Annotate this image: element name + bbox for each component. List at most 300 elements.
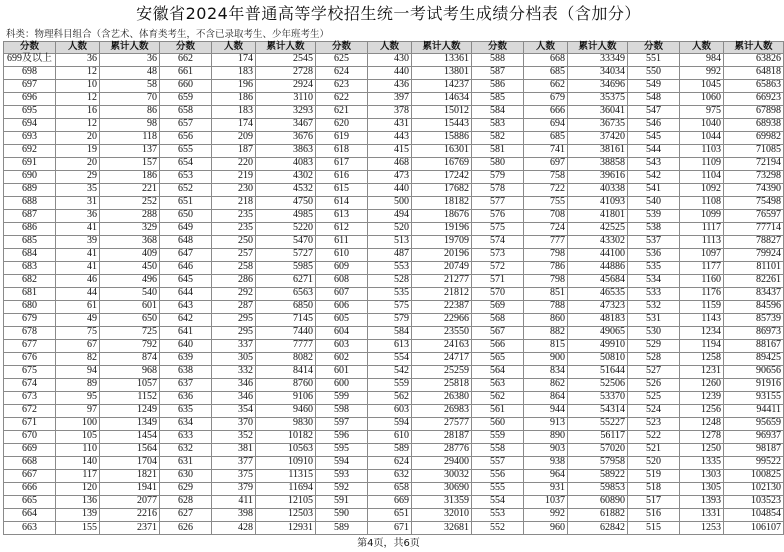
count-cell: 1253: [680, 521, 724, 535]
score-cell: 674: [4, 378, 56, 391]
cumulative-cell: 1249: [100, 404, 160, 417]
count-cell: 95: [56, 391, 100, 404]
score-cell: 560: [472, 417, 524, 430]
count-cell: 1040: [680, 118, 724, 131]
count-cell: 12: [56, 118, 100, 131]
score-cell: 538: [628, 222, 680, 235]
score-cell: 658: [160, 105, 212, 118]
cumulative-cell: 36: [100, 53, 160, 66]
score-cell: 536: [628, 248, 680, 261]
score-cell: 539: [628, 209, 680, 222]
score-cell: 690: [4, 170, 56, 183]
cumulative-cell: 4083: [256, 157, 316, 170]
score-cell: 574: [472, 235, 524, 248]
score-cell: 666: [4, 482, 56, 495]
score-cell: 624: [316, 66, 368, 79]
cumulative-cell: 329: [100, 222, 160, 235]
count-cell: 332: [212, 365, 256, 378]
score-cell: 600: [316, 378, 368, 391]
count-cell: 174: [212, 53, 256, 66]
score-cell: 691: [4, 157, 56, 170]
count-cell: 1160: [680, 274, 724, 287]
table-row: [4, 521, 784, 535]
table-row: [4, 261, 784, 274]
cumulative-cell: 10910: [256, 456, 316, 469]
count-cell: 834: [524, 365, 568, 378]
cumulative-cell: 90656: [724, 365, 784, 378]
cumulative-cell: 62842: [568, 521, 628, 535]
count-cell: 1305: [680, 482, 724, 495]
count-cell: 992: [524, 508, 568, 521]
score-cell: 566: [472, 339, 524, 352]
count-cell: 960: [524, 521, 568, 535]
count-cell: 1108: [680, 196, 724, 209]
page-footer: 第4页，共6页: [357, 538, 420, 549]
table-row: [4, 495, 784, 508]
score-cell: 575: [472, 222, 524, 235]
cumulative-cell: 98187: [724, 443, 784, 456]
count-cell: 346: [212, 391, 256, 404]
score-cell: 547: [628, 105, 680, 118]
cumulative-cell: 2728: [256, 66, 316, 79]
cumulative-cell: 40338: [568, 183, 628, 196]
table-row: [4, 144, 784, 157]
cumulative-cell: 118: [100, 131, 160, 144]
table-row: [4, 209, 784, 222]
cumulative-cell: 8414: [256, 365, 316, 378]
cumulative-cell: 11694: [256, 482, 316, 495]
score-cell: 534: [628, 274, 680, 287]
count-cell: 1260: [680, 378, 724, 391]
score-cell: 639: [160, 352, 212, 365]
cumulative-cell: 409: [100, 248, 160, 261]
cumulative-cell: 19196: [412, 222, 472, 235]
cumulative-cell: 39616: [568, 170, 628, 183]
cumulative-cell: 21277: [412, 274, 472, 287]
cumulative-cell: 8082: [256, 352, 316, 365]
score-cell: 632: [160, 443, 212, 456]
table-row: [4, 235, 784, 248]
count-cell: 1303: [680, 469, 724, 482]
count-cell: 1109: [680, 157, 724, 170]
count-cell: 41: [56, 261, 100, 274]
table-row: [4, 443, 784, 456]
score-cell: 617: [316, 157, 368, 170]
count-cell: 187: [212, 144, 256, 157]
score-cell: 533: [628, 287, 680, 300]
count-cell: 381: [212, 443, 256, 456]
score-cell: 680: [4, 300, 56, 313]
cumulative-cell: 9830: [256, 417, 316, 430]
score-cell: 663: [4, 521, 56, 535]
table-row: [4, 105, 784, 118]
count-cell: 755: [524, 196, 568, 209]
score-cell: 586: [472, 79, 524, 92]
score-cell: 599: [316, 391, 368, 404]
score-cell: 592: [316, 482, 368, 495]
score-cell: 652: [160, 183, 212, 196]
score-cell: 579: [472, 170, 524, 183]
table-row: [4, 508, 784, 521]
cumulative-cell: 221: [100, 183, 160, 196]
score-cell: 556: [472, 469, 524, 482]
score-cell: 544: [628, 144, 680, 157]
score-cell: 523: [628, 417, 680, 430]
cumulative-cell: 68938: [724, 118, 784, 131]
score-cell: 601: [316, 365, 368, 378]
count-cell: 777: [524, 235, 568, 248]
score-cell: 585: [472, 92, 524, 105]
cumulative-cell: 9106: [256, 391, 316, 404]
count-cell: 10: [56, 79, 100, 92]
cumulative-cell: 29400: [412, 456, 472, 469]
cumulative-cell: 81101: [724, 261, 784, 274]
cumulative-cell: 75498: [724, 196, 784, 209]
cumulative-cell: 32010: [412, 508, 472, 521]
count-cell: 1335: [680, 456, 724, 469]
table-header-row: [4, 42, 784, 54]
cumulative-cell: 601: [100, 300, 160, 313]
count-cell: 864: [524, 391, 568, 404]
score-cell: 516: [628, 508, 680, 521]
count-cell: 440: [368, 183, 412, 196]
count-cell: 741: [524, 144, 568, 157]
score-cell: 649: [160, 222, 212, 235]
count-cell: 257: [212, 248, 256, 261]
cumulative-cell: 15443: [412, 118, 472, 131]
count-cell: 49: [56, 313, 100, 326]
score-cell: 595: [316, 443, 368, 456]
cumulative-cell: 74390: [724, 183, 784, 196]
score-cell: 692: [4, 144, 56, 157]
count-cell: 535: [368, 287, 412, 300]
count-cell: 575: [368, 300, 412, 313]
count-cell: 39: [56, 235, 100, 248]
count-header: 人数: [212, 42, 256, 54]
cumulative-cell: 66923: [724, 92, 784, 105]
score-cell: 531: [628, 313, 680, 326]
cumulative-cell: 34696: [568, 79, 628, 92]
cumulative-cell: 8760: [256, 378, 316, 391]
cumulative-cell: 10563: [256, 443, 316, 456]
score-cell: 655: [160, 144, 212, 157]
table-row: [4, 248, 784, 261]
score-cell: 528: [628, 352, 680, 365]
count-cell: 250: [212, 235, 256, 248]
count-cell: 415: [368, 144, 412, 157]
cumulative-cell: 58922: [568, 469, 628, 482]
cumulative-cell: 59853: [568, 482, 628, 495]
score-cell: 667: [4, 469, 56, 482]
count-cell: 603: [368, 404, 412, 417]
cumulative-cell: 61882: [568, 508, 628, 521]
cumulative-cell: 36041: [568, 105, 628, 118]
score-cell: 597: [316, 417, 368, 430]
cumulative-cell: 13801: [412, 66, 472, 79]
score-cell: 590: [316, 508, 368, 521]
cumulative-cell: 104854: [724, 508, 784, 521]
count-cell: 35: [56, 183, 100, 196]
count-cell: 815: [524, 339, 568, 352]
score-cell: 628: [160, 495, 212, 508]
count-cell: 354: [212, 404, 256, 417]
count-cell: 685: [524, 131, 568, 144]
count-cell: 562: [368, 391, 412, 404]
score-header: 分数: [4, 42, 56, 54]
score-cell: 646: [160, 261, 212, 274]
cumulative-cell: 44100: [568, 248, 628, 261]
cumulative-cell: 31359: [412, 495, 472, 508]
score-header: 分数: [160, 42, 212, 54]
cumulative-cell: 157: [100, 157, 160, 170]
count-cell: 651: [368, 508, 412, 521]
count-header: 人数: [56, 42, 100, 54]
count-cell: 788: [524, 300, 568, 313]
score-cell: 532: [628, 300, 680, 313]
cumulative-cell: 50810: [568, 352, 628, 365]
cumulative-cell: 65863: [724, 79, 784, 92]
score-cell: 581: [472, 144, 524, 157]
score-cell: 580: [472, 157, 524, 170]
cumulative-cell: 11315: [256, 469, 316, 482]
score-cell: 553: [472, 508, 524, 521]
score-cell: 537: [628, 235, 680, 248]
count-cell: 36: [56, 53, 100, 66]
score-cell: 640: [160, 339, 212, 352]
cumulative-cell: 26380: [412, 391, 472, 404]
count-cell: 1060: [680, 92, 724, 105]
score-cell: 642: [160, 313, 212, 326]
score-cell: 625: [316, 53, 368, 66]
cumulative-cell: 70: [100, 92, 160, 105]
cumulative-cell: 3467: [256, 118, 316, 131]
count-cell: 882: [524, 326, 568, 339]
score-cell: 559: [472, 430, 524, 443]
cumulative-cell: 103523: [724, 495, 784, 508]
cumulative-cell: 1454: [100, 430, 160, 443]
cumulative-cell: 368: [100, 235, 160, 248]
score-cell: 535: [628, 261, 680, 274]
cumulative-cell: 496: [100, 274, 160, 287]
count-cell: 287: [212, 300, 256, 313]
cumulative-header: 累计人数: [256, 42, 316, 54]
cumulative-cell: 86: [100, 105, 160, 118]
count-cell: 1104: [680, 170, 724, 183]
cumulative-cell: 16769: [412, 157, 472, 170]
table-row: [4, 131, 784, 144]
cumulative-cell: 45684: [568, 274, 628, 287]
score-cell: 594: [316, 456, 368, 469]
cumulative-cell: 16301: [412, 144, 472, 157]
page-title: 安徽省2024年普通高等学校招生统一考试考生成绩分档表（含加分）: [136, 4, 641, 23]
score-cell: 608: [316, 274, 368, 287]
score-cell: 520: [628, 456, 680, 469]
count-cell: 89: [56, 378, 100, 391]
score-cell: 567: [472, 326, 524, 339]
score-cell: 568: [472, 313, 524, 326]
count-cell: 559: [368, 378, 412, 391]
count-cell: 440: [368, 66, 412, 79]
score-cell: 641: [160, 326, 212, 339]
count-cell: 1159: [680, 300, 724, 313]
score-cell: 593: [316, 469, 368, 482]
cumulative-cell: 6563: [256, 287, 316, 300]
cumulative-cell: 38161: [568, 144, 628, 157]
score-cell: 552: [472, 521, 524, 535]
score-cell: 545: [628, 131, 680, 144]
count-cell: 155: [56, 521, 100, 535]
cumulative-cell: 25259: [412, 365, 472, 378]
count-cell: 100: [56, 417, 100, 430]
score-cell: 578: [472, 183, 524, 196]
cumulative-cell: 48183: [568, 313, 628, 326]
count-cell: 1044: [680, 131, 724, 144]
cumulative-cell: 58: [100, 79, 160, 92]
count-cell: 944: [524, 404, 568, 417]
score-cell: 563: [472, 378, 524, 391]
score-cell: 622: [316, 92, 368, 105]
table-row: [4, 430, 784, 443]
count-cell: 964: [524, 469, 568, 482]
cumulative-cell: 3863: [256, 144, 316, 157]
count-cell: 579: [368, 313, 412, 326]
score-cell: 635: [160, 404, 212, 417]
score-cell: 591: [316, 495, 368, 508]
cumulative-cell: 84596: [724, 300, 784, 313]
score-cell: 572: [472, 261, 524, 274]
score-cell: 517: [628, 495, 680, 508]
count-cell: 75: [56, 326, 100, 339]
table-row: [4, 469, 784, 482]
score-cell: 629: [160, 482, 212, 495]
count-cell: 292: [212, 287, 256, 300]
score-cell: 555: [472, 482, 524, 495]
score-cell: 571: [472, 274, 524, 287]
score-cell: 565: [472, 352, 524, 365]
cumulative-cell: 88167: [724, 339, 784, 352]
score-cell: 675: [4, 365, 56, 378]
count-cell: 758: [524, 170, 568, 183]
cumulative-cell: 650: [100, 313, 160, 326]
count-cell: 669: [368, 495, 412, 508]
cumulative-cell: 67898: [724, 105, 784, 118]
score-cell: 587: [472, 66, 524, 79]
count-cell: 671: [368, 521, 412, 535]
count-cell: 1231: [680, 365, 724, 378]
score-cell: 660: [160, 79, 212, 92]
count-cell: 44: [56, 287, 100, 300]
cumulative-cell: 15012: [412, 105, 472, 118]
score-cell: 621: [316, 105, 368, 118]
score-cell: 612: [316, 222, 368, 235]
cumulative-cell: 55227: [568, 417, 628, 430]
cumulative-cell: 13361: [412, 53, 472, 66]
table-row: [4, 170, 784, 183]
cumulative-cell: 64818: [724, 66, 784, 79]
score-cell: 607: [316, 287, 368, 300]
table-row: [4, 326, 784, 339]
cumulative-cell: 4302: [256, 170, 316, 183]
count-cell: 1393: [680, 495, 724, 508]
score-cell: 634: [160, 417, 212, 430]
count-cell: 862: [524, 378, 568, 391]
score-cell: 530: [628, 326, 680, 339]
count-cell: 337: [212, 339, 256, 352]
cumulative-cell: 1349: [100, 417, 160, 430]
count-cell: 662: [524, 79, 568, 92]
cumulative-cell: 9460: [256, 404, 316, 417]
cumulative-cell: 79924: [724, 248, 784, 261]
cumulative-cell: 7145: [256, 313, 316, 326]
count-cell: 67: [56, 339, 100, 352]
count-cell: 196: [212, 79, 256, 92]
count-cell: 443: [368, 131, 412, 144]
table-row: [4, 157, 784, 170]
score-cell: 524: [628, 404, 680, 417]
count-cell: 1103: [680, 144, 724, 157]
cumulative-cell: 14634: [412, 92, 472, 105]
count-cell: 41: [56, 222, 100, 235]
score-cell: 657: [160, 118, 212, 131]
cumulative-cell: 96937: [724, 430, 784, 443]
score-cell: 679: [4, 313, 56, 326]
cumulative-cell: 2216: [100, 508, 160, 521]
cumulative-cell: 3110: [256, 92, 316, 105]
score-cell: 673: [4, 391, 56, 404]
count-cell: 29: [56, 170, 100, 183]
score-cell: 670: [4, 430, 56, 443]
count-cell: 500: [368, 196, 412, 209]
score-cell: 549: [628, 79, 680, 92]
score-cell: 609: [316, 261, 368, 274]
count-cell: 554: [368, 352, 412, 365]
count-cell: 346: [212, 378, 256, 391]
score-cell: 638: [160, 365, 212, 378]
count-cell: 542: [368, 365, 412, 378]
count-cell: 697: [524, 157, 568, 170]
count-cell: 375: [212, 469, 256, 482]
score-cell: 661: [160, 66, 212, 79]
cumulative-cell: 56117: [568, 430, 628, 443]
cumulative-cell: 53370: [568, 391, 628, 404]
count-cell: 117: [56, 469, 100, 482]
score-cell: 699及以上: [4, 53, 56, 66]
count-cell: 658: [368, 482, 412, 495]
count-cell: 1143: [680, 313, 724, 326]
score-cell: 665: [4, 495, 56, 508]
score-cell: 643: [160, 300, 212, 313]
count-header: 人数: [680, 42, 724, 54]
cumulative-cell: 288: [100, 209, 160, 222]
score-cell: 664: [4, 508, 56, 521]
count-cell: 183: [212, 105, 256, 118]
count-cell: 120: [56, 482, 100, 495]
score-cell: 529: [628, 339, 680, 352]
cumulative-cell: 27577: [412, 417, 472, 430]
count-cell: 1256: [680, 404, 724, 417]
count-cell: 1099: [680, 209, 724, 222]
score-cell: 596: [316, 430, 368, 443]
cumulative-cell: 186: [100, 170, 160, 183]
score-cell: 653: [160, 170, 212, 183]
count-cell: 46: [56, 274, 100, 287]
score-cell: 662: [160, 53, 212, 66]
cumulative-cell: 82261: [724, 274, 784, 287]
cumulative-cell: 10182: [256, 430, 316, 443]
count-cell: 513: [368, 235, 412, 248]
count-cell: 379: [212, 482, 256, 495]
count-cell: 41: [56, 248, 100, 261]
